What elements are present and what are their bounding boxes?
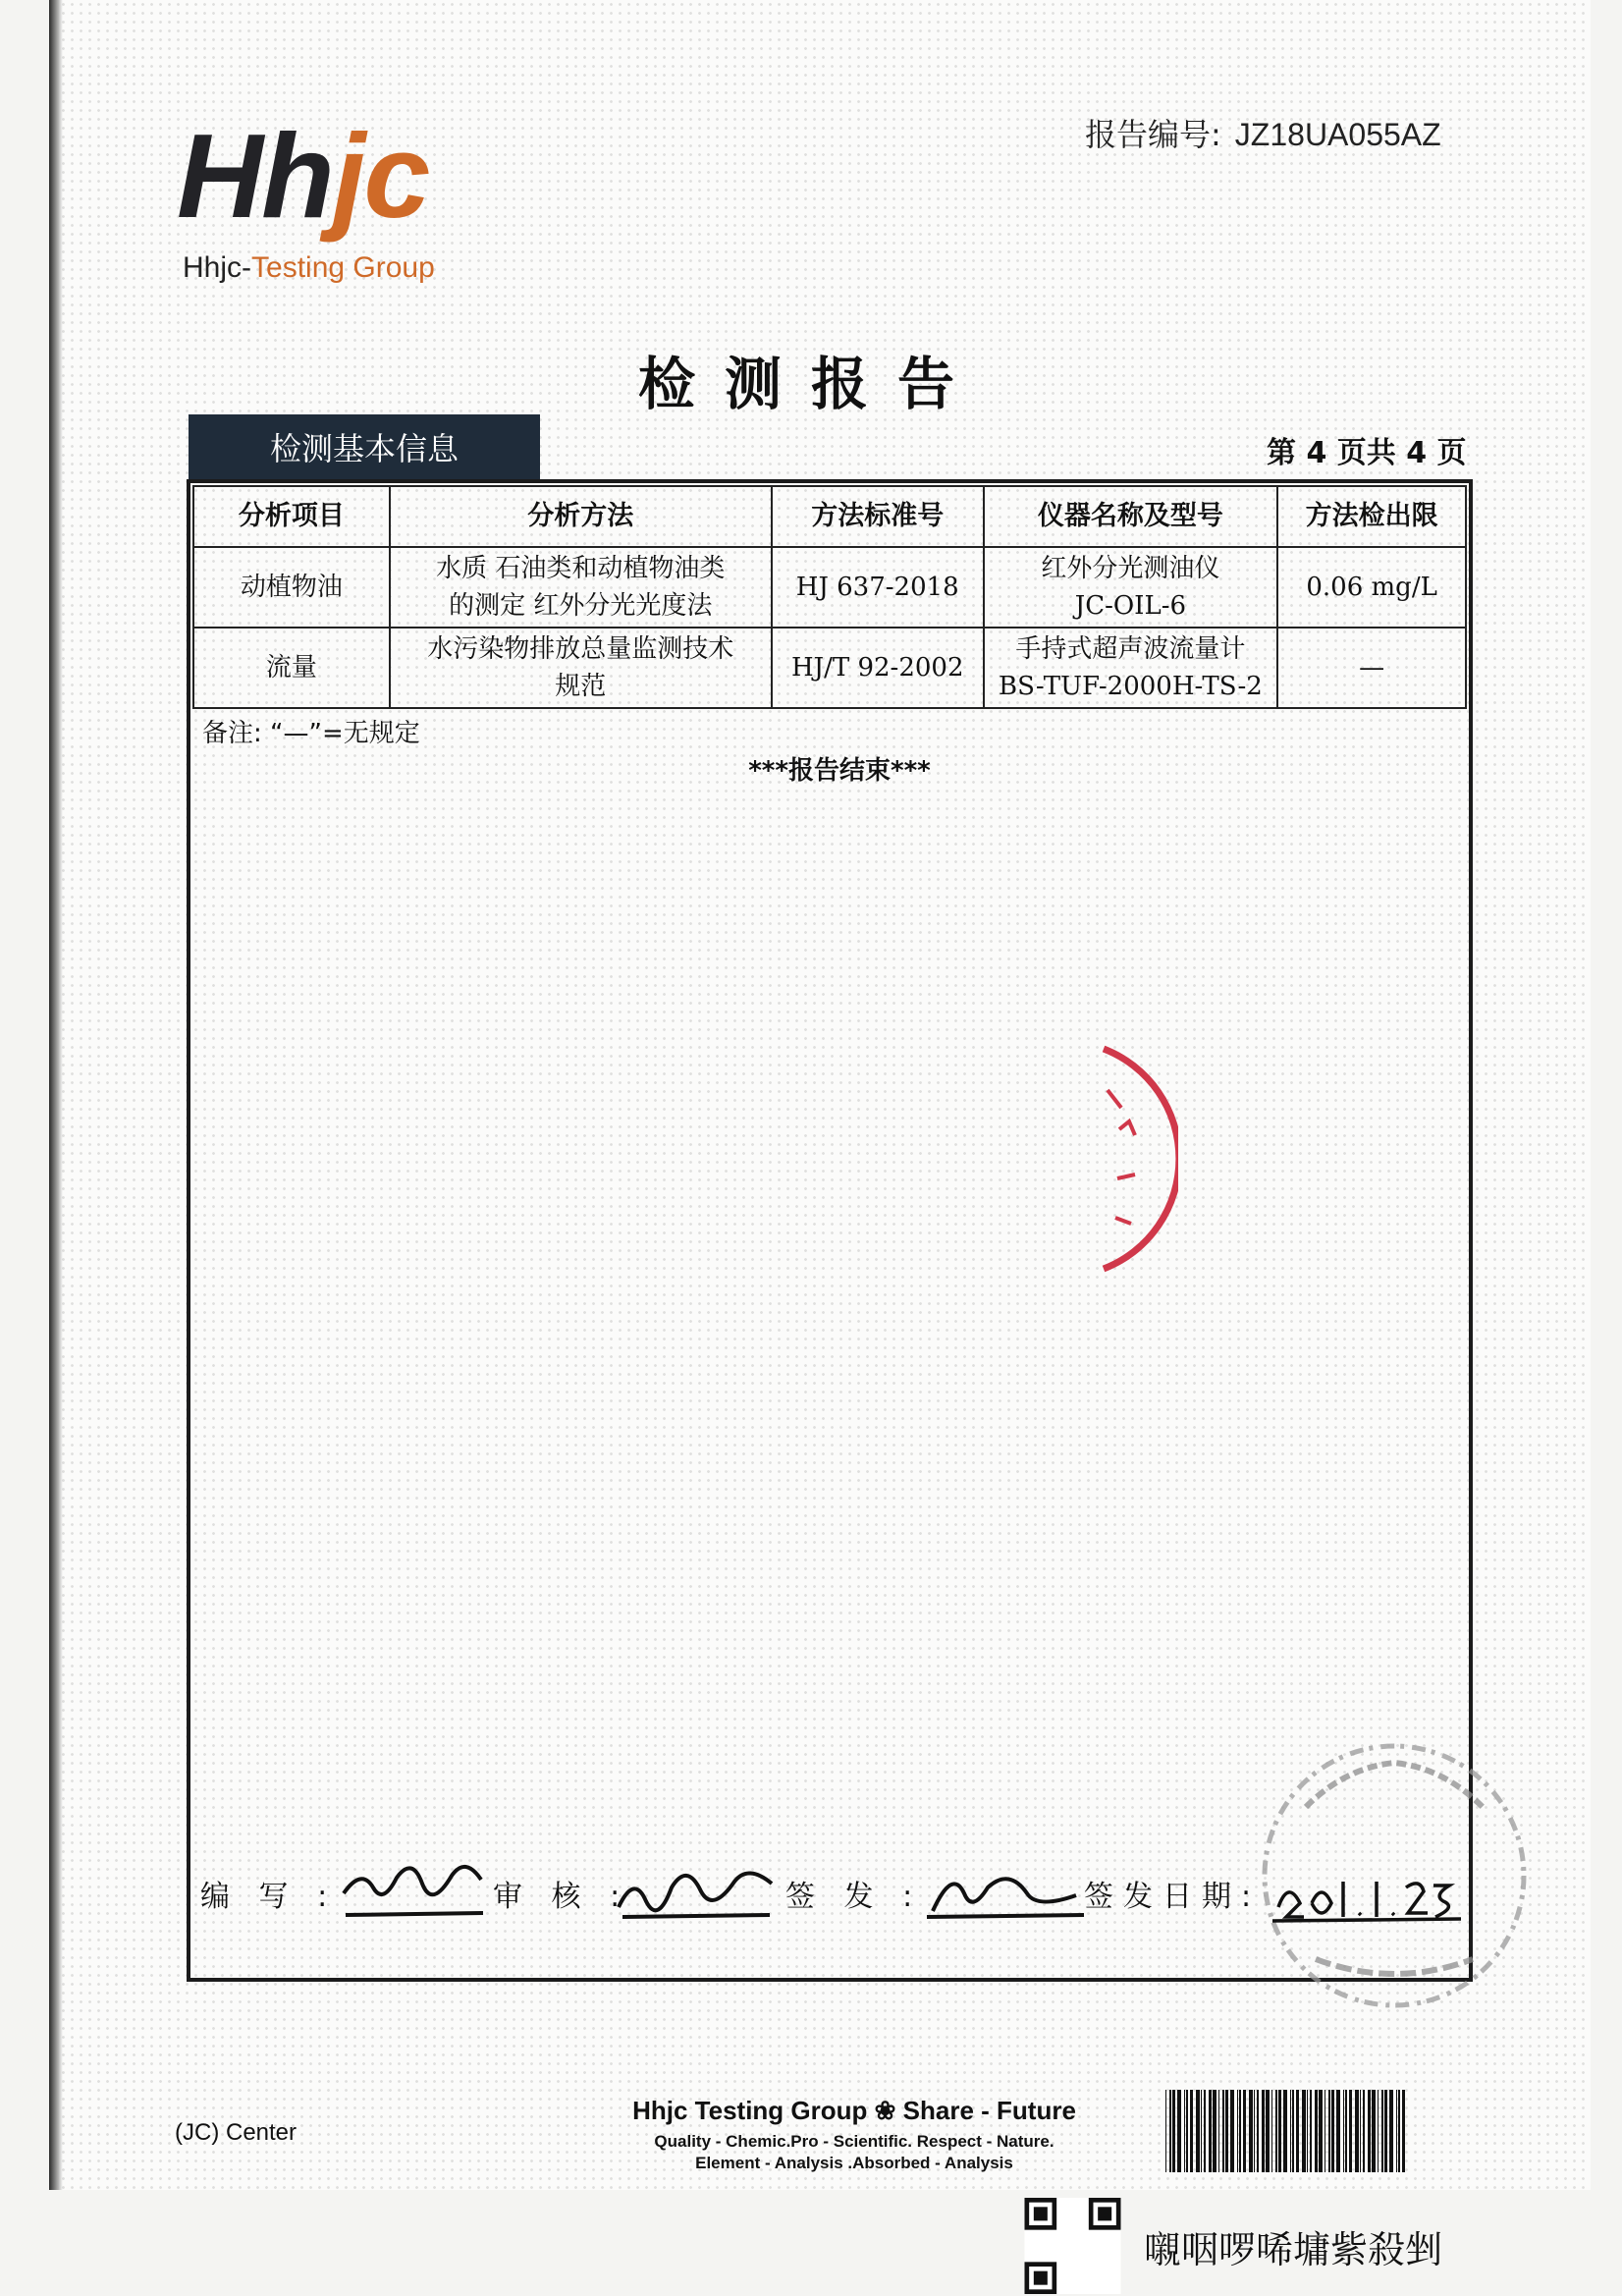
flower-icon: ❀	[874, 2096, 896, 2125]
cell-method	[390, 628, 772, 708]
cell-method-line2: 的测定 红外分光光度法	[449, 591, 713, 621]
company-logo	[177, 109, 429, 243]
logo-subtitle	[183, 251, 435, 285]
reviewer-label: 审 核 :	[493, 1880, 630, 1914]
cell-instrument	[984, 547, 1278, 628]
header-item: 分析项目	[193, 486, 390, 547]
footer-slogan-line1: Quality - Chemic.Pro - Scientific. Respect - Nature.	[654, 2132, 1054, 2151]
header-method: 分析方法	[390, 486, 772, 547]
footer-slogan	[589, 2096, 1119, 2173]
scan-edge-shadow	[49, 0, 63, 2190]
issuer-signature	[923, 1864, 1090, 1923]
header-limit: 方法检出限	[1277, 486, 1466, 547]
cell-method-line1: 水质 石油类和动植物油类	[436, 554, 726, 583]
header-standard: 方法标准号	[772, 486, 984, 547]
table-note: 备注: “—”=无规定	[202, 719, 420, 748]
cell-standard: HJ 637-2018	[772, 547, 984, 628]
cell-instrument-line2: BS-TUF-2000H-TS-2	[999, 672, 1263, 701]
table-header-row	[193, 486, 1466, 547]
cell-item: 动植物油	[193, 547, 390, 628]
header-instrument: 仪器名称及型号	[984, 486, 1278, 547]
cell-instrument-line2: JC-OIL-6	[1074, 591, 1187, 621]
report-number-value: JZ18UA055AZ	[1234, 117, 1441, 152]
logo-text-right: jc	[332, 109, 429, 243]
reviewer-signature	[613, 1864, 780, 1923]
writer-signature	[336, 1864, 493, 1923]
partial-seal-stamp	[1060, 1041, 1178, 1277]
cell-method-line2: 规范	[555, 672, 607, 701]
cell-instrument	[984, 628, 1278, 708]
footer-company: Hhjc Testing Group	[632, 2096, 868, 2125]
footer-left-text: (JC) Center	[175, 2119, 297, 2146]
logo-text-left: Hh	[177, 109, 333, 243]
cell-method-line1: 水污染物排放总量监测技术	[427, 634, 734, 664]
issue-date-label: 签发日期:	[1084, 1880, 1262, 1914]
logo-subtitle-left: Hhjc-	[183, 251, 252, 284]
cell-instrument-line1: 红外分光测油仪	[1041, 554, 1220, 583]
qr-code	[1021, 2198, 1124, 2294]
cell-method	[390, 547, 772, 628]
document-title: 检测报告	[637, 351, 984, 417]
footer-slogan-line2: Element - Analysis .Absorbed - Analysis	[695, 2154, 1013, 2172]
writer-label: 编 写 :	[200, 1880, 338, 1914]
page-indicator: 第 4 页共 4 页	[1267, 436, 1467, 470]
report-number	[1085, 110, 1441, 155]
section-tab: 检测基本信息	[189, 414, 540, 479]
barcode	[1163, 2090, 1409, 2172]
footer-slogan-main	[589, 2096, 1119, 2126]
report-number-label: 报告编号:	[1085, 116, 1221, 153]
issue-date-value: 2021.11.25	[1269, 1864, 1373, 1865]
cell-item: 流量	[193, 628, 390, 708]
table-row	[193, 628, 1466, 708]
footer-motto: Share - Future	[902, 2096, 1076, 2125]
cell-standard: HJ/T 92-2002	[772, 628, 984, 708]
report-end-mark: ***报告结束***	[748, 756, 931, 786]
qr-caption: 嚫咽啰唏墉紫殺剉	[1144, 2228, 1443, 2271]
cell-instrument-line1: 手持式超声波流量计	[1015, 634, 1246, 664]
issue-date-handwritten	[1269, 1864, 1465, 1923]
signature-row	[200, 1864, 1467, 1923]
issuer-label: 签 发 :	[785, 1880, 923, 1914]
table-row	[193, 547, 1466, 628]
logo-subtitle-right: Testing Group	[251, 251, 435, 284]
results-table	[192, 485, 1467, 709]
cell-limit: 0.06 mg/L	[1277, 547, 1466, 628]
cell-limit: —	[1277, 628, 1466, 708]
